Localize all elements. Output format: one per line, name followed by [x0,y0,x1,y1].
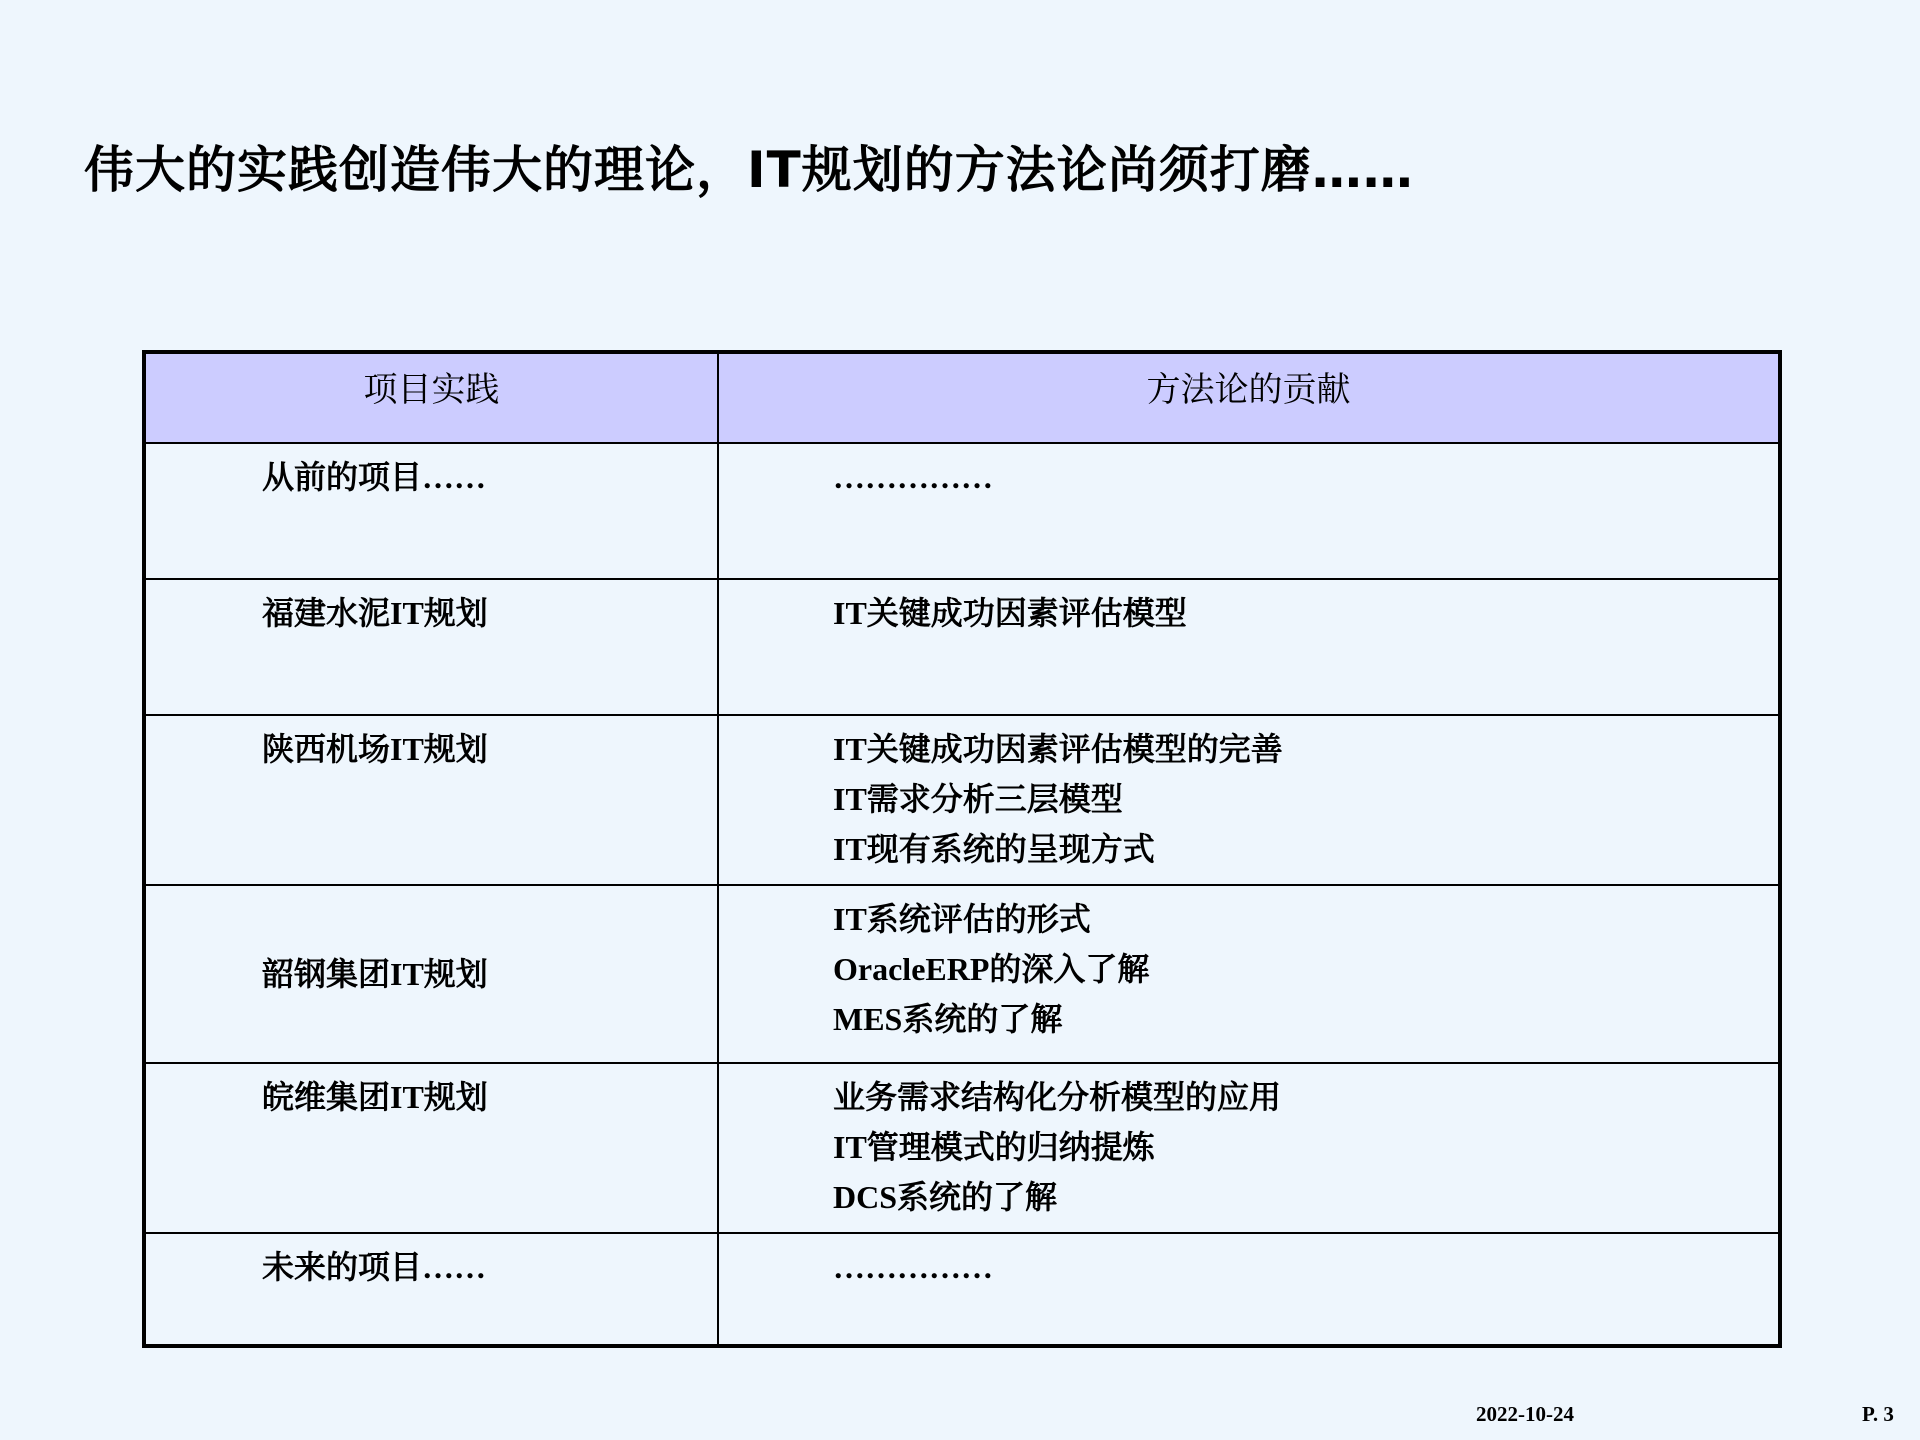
contribution-item: …………… [833,459,993,495]
page-number: P. 3 [1862,1402,1894,1426]
contribution-cell [718,715,1780,885]
table-row [144,443,1780,579]
contribution-item: DCS系统的了解 [833,1179,1058,1215]
contribution-cell [718,1063,1780,1233]
project-cell: 皖维集团IT规划 [144,1063,718,1233]
slide-title: 伟大的实践创造伟大的理论，IT规划的方法论尚须打磨…… [84,141,1414,199]
practice-methodology-table [142,350,1782,1348]
contribution-item: …………… [833,1249,993,1285]
contribution-item: IT关键成功因素评估模型的完善 [833,731,1283,767]
contribution-cell [718,443,1780,579]
contribution-cell [718,885,1780,1063]
project-cell: 福建水泥IT规划 [144,579,718,715]
contribution-item: IT管理模式的归纳提炼 [833,1129,1155,1165]
table-header-row [144,352,1780,443]
table-row [144,579,1780,715]
project-cell: 韶钢集团IT规划 [144,885,718,1063]
header-methodology-contribution: 方法论的贡献 [718,352,1780,443]
contribution-item: IT需求分析三层模型 [833,781,1123,817]
table-row [144,1233,1780,1346]
contribution-item: MES系统的了解 [833,1001,1063,1037]
contribution-item: IT关键成功因素评估模型 [833,595,1187,631]
contribution-item: 业务需求结构化分析模型的应用 [833,1079,1282,1115]
table-row [144,715,1780,885]
contribution-cell [718,579,1780,715]
project-cell: 未来的项目…… [144,1233,718,1346]
contribution-item: IT系统评估的形式 [833,901,1091,937]
contribution-item: OracleERP的深入了解 [833,951,1150,987]
project-cell: 陕西机场IT规划 [144,715,718,885]
contribution-cell [718,1233,1780,1346]
footer-date: 2022-10-24 [1476,1402,1574,1426]
table-row [144,1063,1780,1233]
table-row [144,885,1780,1063]
header-project-practice: 项目实践 [144,352,718,443]
project-cell: 从前的项目…… [144,443,718,579]
contribution-item: IT现有系统的呈现方式 [833,831,1155,867]
